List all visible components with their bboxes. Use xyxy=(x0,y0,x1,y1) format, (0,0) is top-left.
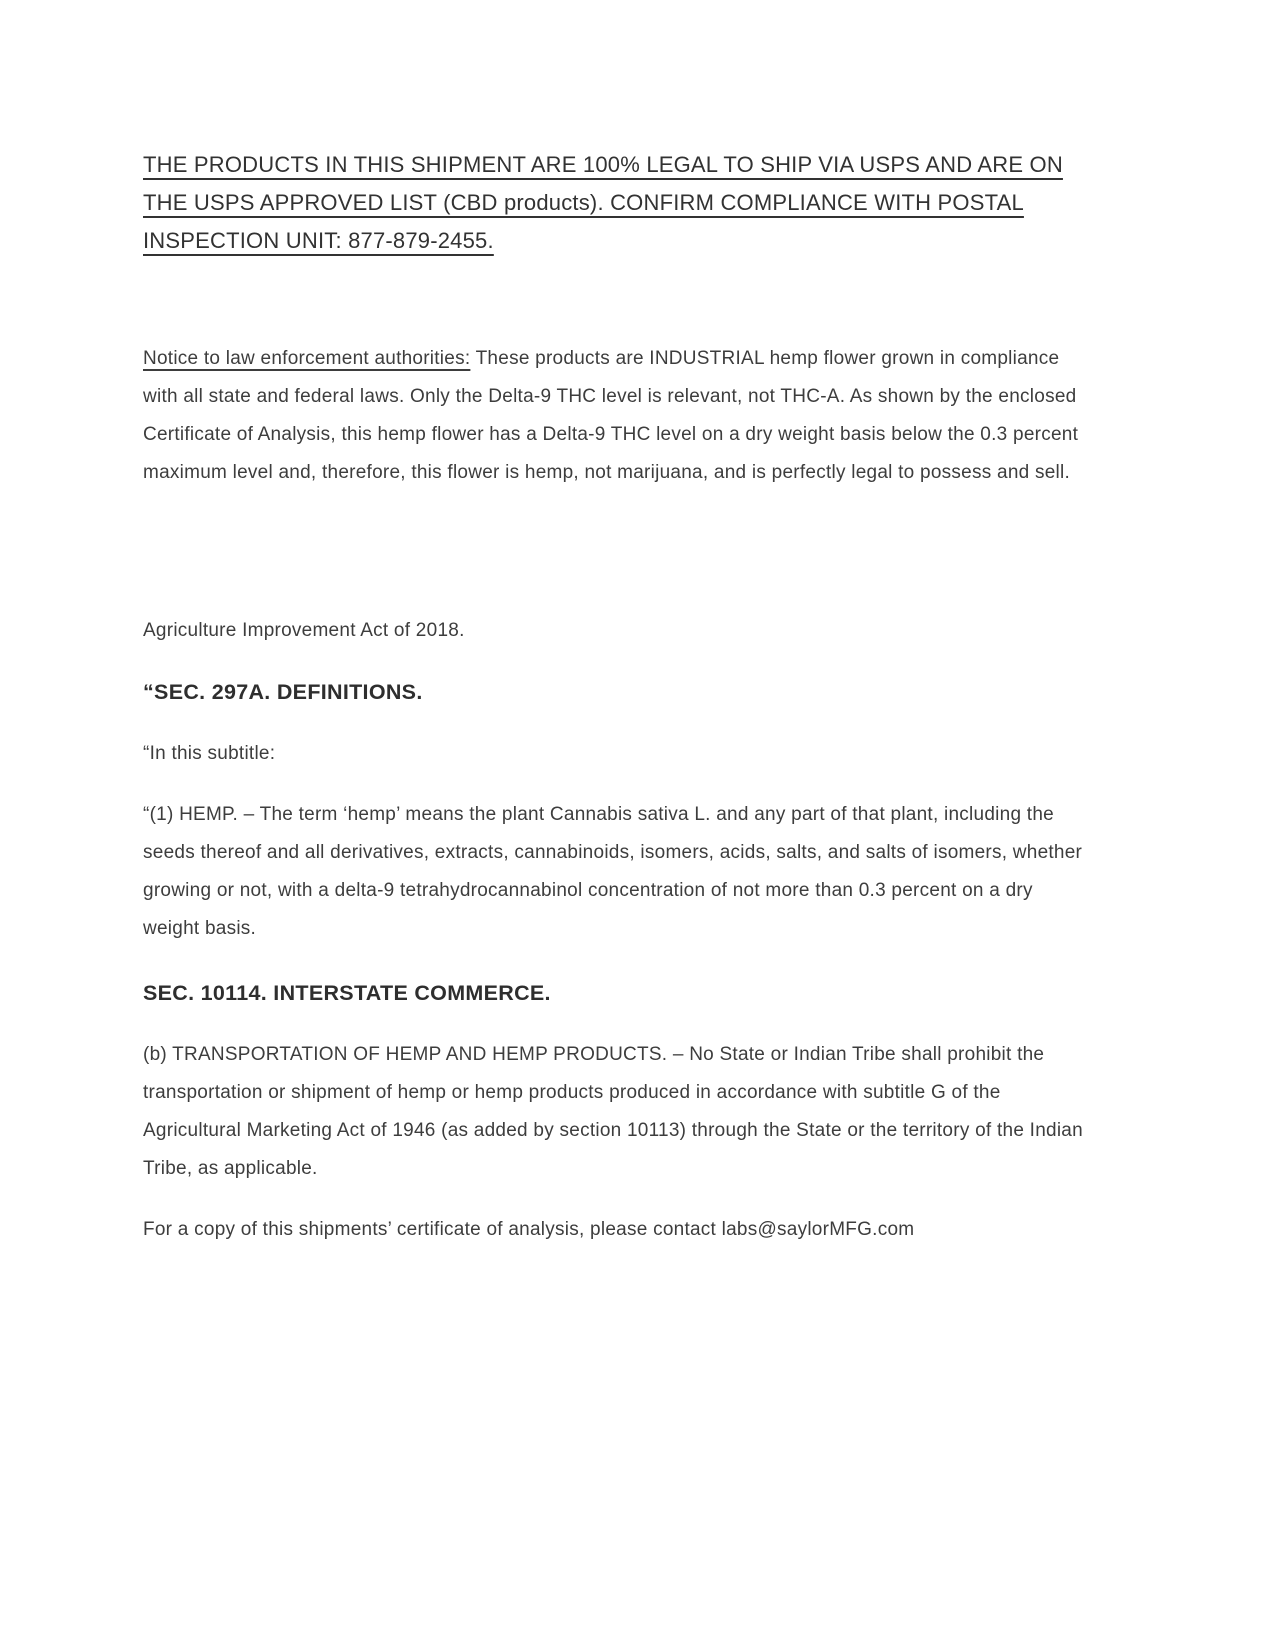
hemp-definition-paragraph: “(1) HEMP. – The term ‘hemp’ means the plant Cannabis sativa L. and any part of that plant, including the seeds thereof and all derivatives, extracts, cannabinoids, isomers, acids, salts, and salts of isomers, whether growing or not, with a delta-9 tetrahydrocannabinol concentration of not more than 0.3 percent on a dry weight basis. xyxy=(143,804,1083,939)
contact-footer xyxy=(143,1211,1083,1249)
sec-10114-heading: SEC. 10114. INTERSTATE COMMERCE. xyxy=(143,981,551,1005)
contact-footer-text: For a copy of this shipments’ certificate of analysis, please contact xyxy=(143,1219,722,1240)
act-title: Agriculture Improvement Act of 2018. xyxy=(143,620,465,641)
document-content xyxy=(143,146,1083,1249)
sec-297a-heading: “SEC. 297A. DEFINITIONS. xyxy=(143,680,423,704)
shipment-legal-header xyxy=(143,146,1083,260)
transportation-clause: (b) TRANSPORTATION OF HEMP AND HEMP PRODUCTS. – No State or Indian Tribe shall prohibit the transportation or shipment of hemp or hemp products produced in accordance with subtitle G of the Agricultural Marketing Act of 1946 (as added by section 10113) through the State or the territory of the Indian Tribe, as applicable. xyxy=(143,1044,1083,1179)
notice-lead-underlined: Notice to law enforcement authorities: xyxy=(143,348,471,369)
notice-body-text: These products are INDUSTRIAL hemp flower grown in compliance with all state and federal laws. Only the Delta-9 THC level is relevant, not THC-A. As shown by the enclosed Certificate of Analysis, this hemp flower has a Delta-9 THC level on a dry weight basis below the 0.3 percent maximum level and, therefore, this flower is hemp, not marijuana, and is perfectly legal to possess and sell. xyxy=(143,348,1079,483)
law-enforcement-notice xyxy=(143,340,1083,492)
contact-email: labs@saylorMFG.com xyxy=(721,1219,915,1240)
shipment-legal-header-text: THE PRODUCTS IN THIS SHIPMENT ARE 100% LEGAL TO SHIP VIA USPS AND ARE ON THE USPS APPROVED LIST (CBD products). CONFIRM COMPLIANCE WITH POSTAL INSPECTION UNIT: 877-879-2455. xyxy=(143,152,1063,253)
subtitle-intro: “In this subtitle: xyxy=(143,743,276,764)
